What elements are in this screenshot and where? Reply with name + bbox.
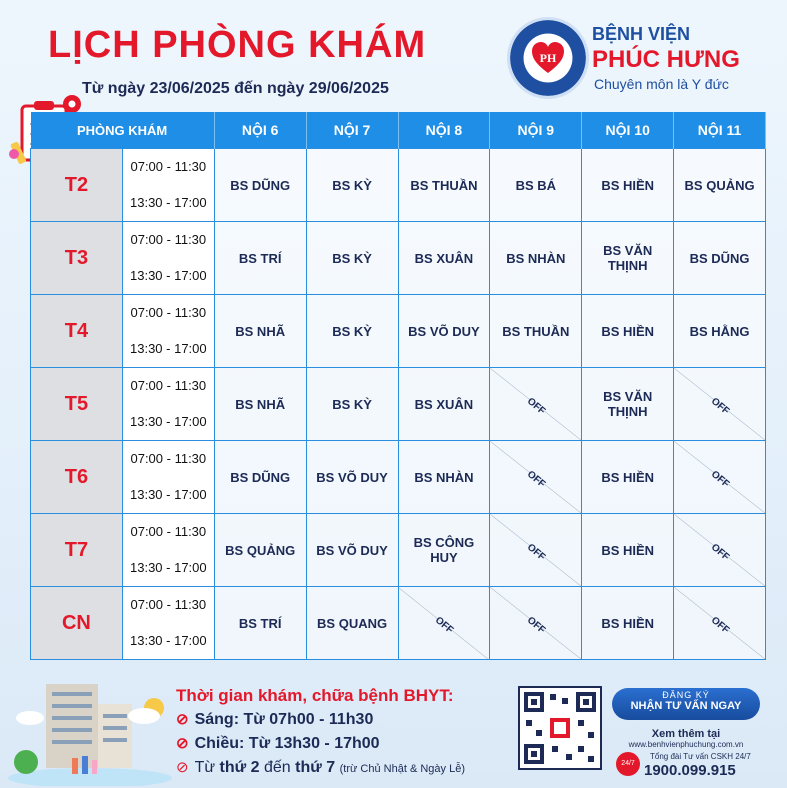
day-label: T4 (31, 295, 123, 368)
doctor-cell: BS TRÍ (214, 587, 306, 660)
off-cell (674, 368, 766, 441)
schedule-row (31, 441, 766, 514)
morning-time: 07:00 - 11:30 (130, 305, 207, 320)
bhyt-title: Thời gian khám, chữa bệnh BHYT: (176, 686, 454, 705)
page-title: LỊCH PHÒNG KHÁM (48, 24, 427, 66)
doctor-cell: BS HIỀN (582, 514, 674, 587)
phone-24-7-icon: 24/7 (616, 752, 640, 776)
afternoon-time: 13:30 - 17:00 (130, 633, 207, 648)
doctor-cell: BS HIỀN (582, 587, 674, 660)
doctor-cell: BS HIỀN (582, 441, 674, 514)
doctor-cell: BS THUẦN (490, 295, 582, 368)
morning-time: 07:00 - 11:30 (130, 378, 207, 393)
bhyt-days-end: thứ 7 (295, 759, 336, 776)
logo-tagline: Chuyên môn là Y đức (594, 76, 729, 92)
doctor-cell: BS BÁ (490, 149, 582, 222)
off-label: OFF (524, 468, 548, 490)
off-cell (398, 587, 490, 660)
off-label: OFF (524, 541, 548, 563)
doctor-cell: BS DŨNG (674, 222, 766, 295)
check-circle-icon: ⊘ (176, 759, 189, 776)
schedule-table (30, 112, 766, 660)
doctor-cell: BS KỲ (306, 222, 398, 295)
doctor-cell: BS HIỀN (582, 295, 674, 368)
logo-badge (510, 20, 586, 96)
room-header: NỘI 9 (490, 112, 582, 149)
doctor-cell: BS NHÀN (490, 222, 582, 295)
hospital-building-illustration (6, 678, 174, 786)
afternoon-time: 13:30 - 17:00 (130, 195, 207, 210)
off-label: OFF (708, 468, 731, 490)
doctor-cell: BS VĂN THỊNH (582, 222, 674, 295)
logo-line1: BỆNH VIỆN (592, 24, 691, 44)
day-label: T2 (31, 149, 123, 222)
morning-time: 07:00 - 11:30 (130, 597, 207, 612)
day-label: T7 (31, 514, 123, 587)
room-header: NỘI 11 (674, 112, 766, 149)
register-label: ĐĂNG KÝ (662, 690, 710, 700)
morning-time: 07:00 - 11:30 (130, 451, 207, 466)
doctor-cell: BS NHÃ (214, 368, 306, 441)
doctor-cell: BS THUẦN (398, 149, 490, 222)
afternoon-time: 13:30 - 17:00 (130, 487, 207, 502)
bhyt-afternoon (176, 734, 380, 753)
see-more-label: Xem thêm tại (651, 728, 721, 740)
morning-time: 07:00 - 11:30 (130, 159, 207, 174)
schedule-row (31, 149, 766, 222)
doctor-cell: BS VÕ DUY (306, 441, 398, 514)
doctor-cell: BS VÕ DUY (398, 295, 490, 368)
off-label: OFF (708, 541, 731, 563)
doctor-cell: BS QUẢNG (674, 149, 766, 222)
room-header: NỘI 8 (398, 112, 490, 149)
hotline-label: Tổng đài Tư vấn CSKH 24/7 (650, 752, 751, 761)
doctor-cell: BS XUÂN (398, 368, 490, 441)
off-label: OFF (524, 614, 548, 636)
schedule-row (31, 222, 766, 295)
bhyt-morning (176, 710, 373, 729)
day-label: T6 (31, 441, 123, 514)
doctor-cell: BS VĂN THỊNH (582, 368, 674, 441)
bhyt-morning-text: Sáng: Từ 07h00 - 11h30 (194, 711, 374, 728)
heart-icon (530, 40, 566, 76)
check-circle-icon: ⊘ (176, 711, 189, 728)
footer (0, 678, 787, 788)
doctor-cell: BS KỲ (306, 368, 398, 441)
day-label: T5 (31, 368, 123, 441)
doctor-cell: BS CÔNG HUY (398, 514, 490, 587)
header-row (31, 112, 766, 149)
doctor-cell: BS NHÃ (214, 295, 306, 368)
afternoon-time: 13:30 - 17:00 (130, 341, 207, 356)
doctor-cell: BS TRÍ (214, 222, 306, 295)
room-header: NỘI 7 (306, 112, 398, 149)
doctor-cell: BS QUANG (306, 587, 398, 660)
session-times (122, 441, 214, 514)
off-label: OFF (524, 395, 548, 417)
corner-header: PHÒNG KHÁM (31, 112, 215, 149)
doctor-cell: BS QUẢNG (214, 514, 306, 587)
off-cell (674, 587, 766, 660)
room-header: NỘI 10 (582, 112, 674, 149)
off-cell (674, 514, 766, 587)
logo-line2: PHÚC HƯNG (592, 46, 740, 73)
doctor-cell: BS KỲ (306, 149, 398, 222)
date-range: Từ ngày 23/06/2025 đến ngày 29/06/2025 (82, 80, 389, 97)
morning-time: 07:00 - 11:30 (130, 232, 207, 247)
bhyt-afternoon-text: Chiều: Từ 13h30 - 17h00 (194, 735, 380, 752)
session-times (122, 222, 214, 295)
doctor-cell: BS NHÀN (398, 441, 490, 514)
room-header: NỘI 6 (214, 112, 306, 149)
check-circle-icon: ⊘ (176, 735, 189, 752)
bhyt-days (176, 758, 465, 777)
off-cell (490, 587, 582, 660)
bhyt-days-prefix: Từ (194, 759, 220, 776)
website-link[interactable]: www.benhvienphuchung.com.vn (628, 740, 744, 749)
bhyt-days-mid: đến (259, 759, 296, 776)
doctor-cell: BS XUÂN (398, 222, 490, 295)
schedule-body (31, 149, 766, 660)
logo-mark-text: PH (539, 51, 557, 65)
day-label: CN (31, 587, 123, 660)
afternoon-time: 13:30 - 17:00 (130, 268, 207, 283)
schedule-row (31, 587, 766, 660)
schedule-row (31, 514, 766, 587)
afternoon-time: 13:30 - 17:00 (130, 560, 207, 575)
session-times (122, 514, 214, 587)
afternoon-time: 13:30 - 17:00 (130, 414, 207, 429)
session-times (122, 368, 214, 441)
off-label: OFF (708, 395, 731, 417)
register-consult-button[interactable] (612, 688, 760, 720)
schedule-row (31, 368, 766, 441)
off-cell (490, 514, 582, 587)
doctor-cell: BS DŨNG (214, 441, 306, 514)
hospital-logo (510, 18, 780, 98)
doctor-cell: BS KỲ (306, 295, 398, 368)
consult-label: NHẬN TƯ VẤN NGAY (630, 700, 742, 712)
bhyt-days-start: thứ 2 (219, 759, 260, 776)
doctor-cell: BS HẰNG (674, 295, 766, 368)
doctor-cell: BS VÕ DUY (306, 514, 398, 587)
off-label: OFF (708, 614, 731, 636)
doctor-cell: BS HIỀN (582, 149, 674, 222)
morning-time: 07:00 - 11:30 (130, 524, 207, 539)
session-times (122, 587, 214, 660)
day-label: T3 (31, 222, 123, 295)
bhyt-days-note: (trừ Chủ Nhật & Ngày Lễ) (339, 763, 465, 775)
off-cell (674, 441, 766, 514)
off-label: OFF (432, 614, 456, 636)
session-times (122, 295, 214, 368)
doctor-cell: BS DŨNG (214, 149, 306, 222)
schedule-row (31, 295, 766, 368)
off-cell (490, 368, 582, 441)
qr-code[interactable] (518, 686, 602, 770)
hotline-number[interactable]: 1900.099.915 (644, 762, 736, 779)
off-cell (490, 441, 582, 514)
session-times (122, 149, 214, 222)
